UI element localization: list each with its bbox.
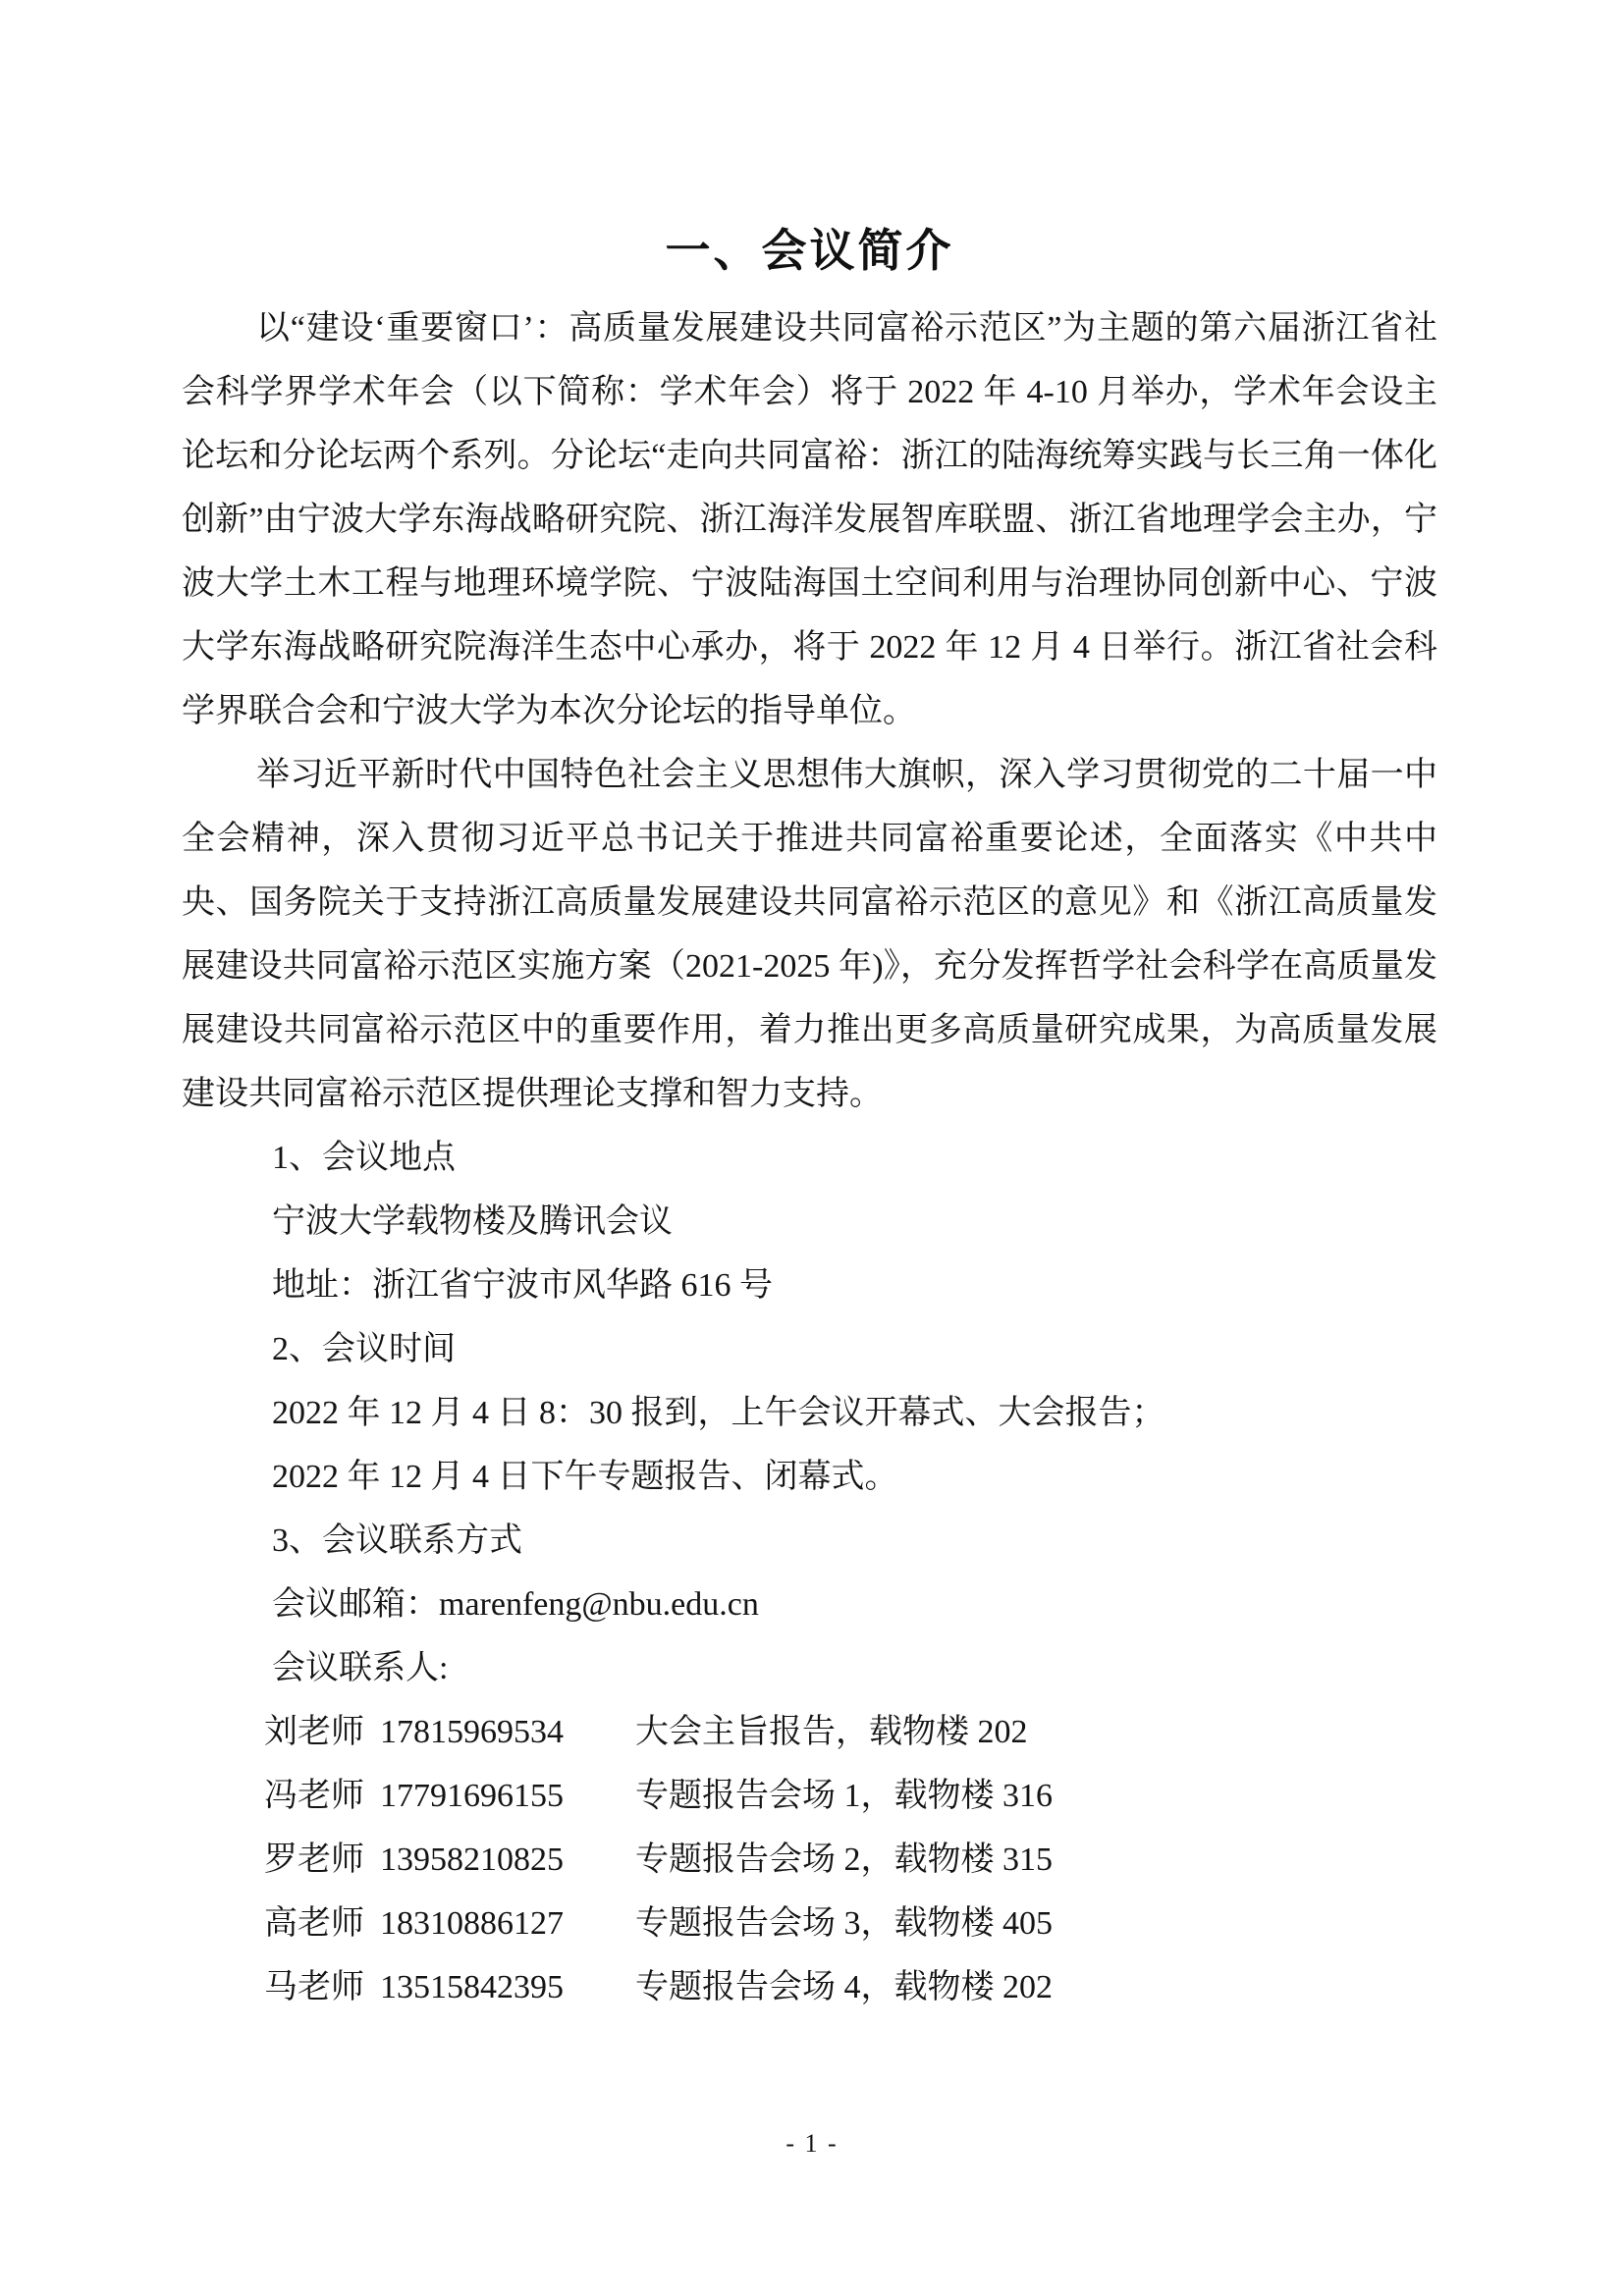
document-content [182,214,1437,2019]
intro-paragraph-2: 举习近平新时代中国特色社会主义思想伟大旗帜，深入学习贯彻党的二十届一中全会精神，深入贯彻习近平总书记关于推进共同富裕重要论述，全面落实《中共中央、国务院关于支持浙江高质量发展建设共同富裕示范区的意见》和《浙江高质量发展建设共同富裕示范区实施方案（2021-2025 年)》，充分发挥哲学社会科学在高质量发展建设共同富裕示范区中的重要作用，着力推出更多高质量研究成果，为高质量发展建设共同富裕示范区提供理论支撑和智力支持。 [182,757,1437,1112]
contact-phone: 18310886127 [380,1905,564,1942]
contact-phone: 13958210825 [380,1842,564,1878]
contact-role: 专题报告会场 1，载物楼 316 [635,1778,1053,1814]
contact-role: 专题报告会场 2，载物楼 315 [635,1842,1053,1878]
section-venue-heading: 1、会议地点 [272,1140,456,1176]
contact-phone: 17815969534 [380,1714,564,1750]
time-morning-line: 2022 年 12 月 4 日 8：30 报到，上午会议开幕式、大会报告； [272,1395,1165,1431]
page-title: 一、会议简介 [665,225,954,276]
contact-name-phone [264,1764,635,1828]
section-time-heading: 2、会议时间 [272,1331,456,1367]
contact-row [182,1892,1437,1955]
email-line: 会议邮箱：marenfeng@nbu.edu.cn [272,1586,759,1623]
contact-role: 大会主旨报告，载物楼 202 [635,1714,1028,1750]
contact-name: 高老师 [264,1905,364,1942]
contact-name: 罗老师 [264,1842,364,1878]
contact-name: 马老师 [264,1969,364,2005]
contact-name-phone [264,1892,635,1955]
contact-name-phone [264,1700,635,1764]
contact-name-phone [264,1828,635,1892]
contact-name-phone [264,1955,635,2019]
venue-line: 宁波大学载物楼及腾讯会议 [272,1203,673,1240]
contact-role: 专题报告会场 3，载物楼 405 [635,1905,1053,1942]
address-line: 地址：浙江省宁波市风华路 616 号 [272,1267,773,1304]
contact-role: 专题报告会场 4，载物楼 202 [635,1969,1053,2005]
contact-persons-label: 会议联系人: [272,1650,449,1686]
contact-row [182,1764,1437,1828]
contact-row [182,1700,1437,1764]
contact-name: 冯老师 [264,1778,364,1814]
contact-phone: 13515842395 [380,1969,564,2005]
section-contact-heading: 3、会议联系方式 [272,1522,522,1559]
contact-name: 刘老师 [264,1714,364,1750]
time-afternoon-line: 2022 年 12 月 4 日下午专题报告、闭幕式。 [272,1459,898,1495]
contact-phone: 17791696155 [380,1778,564,1814]
contact-row [182,1955,1437,2019]
intro-paragraph-1: 以“建设‘重要窗口’：高质量发展建设共同富裕示范区”为主题的第六届浙江省社会科学界学术年会（以下简称：学术年会）将于 2022 年 4-10 月举办，学术年会设主论坛和分论坛两个系列。分论坛“走向共同富裕：浙江的陆海统筹实践与长三角一体化创新”由宁波大学东海战略研究院、浙江海洋发展智库联盟、浙江省地理学会主办，宁波大学土木工程与地理环境学院、宁波陆海国土空间利用与治理协同创新中心、宁波大学东海战略研究院海洋生态中心承办，将于 2022 年 12 月 4 日举行。浙江省社会科学界联合会和宁波大学为本次分论坛的指导单位。 [182,310,1437,729]
contact-row [182,1828,1437,1892]
page-number: - 1 - [785,2129,839,2158]
